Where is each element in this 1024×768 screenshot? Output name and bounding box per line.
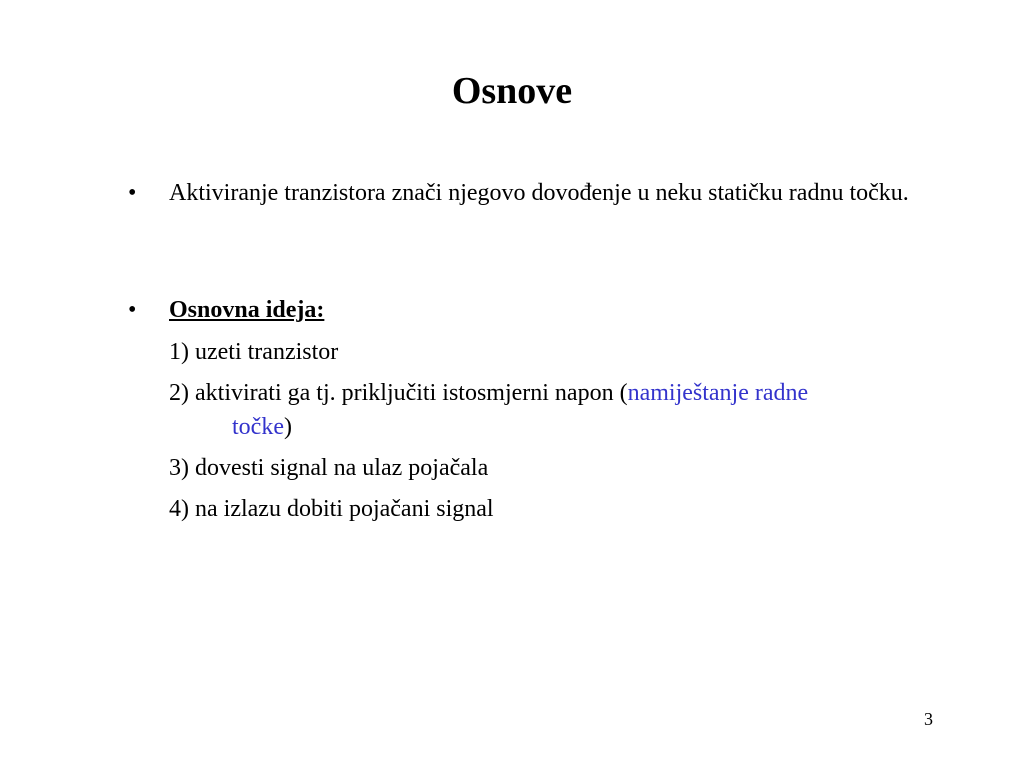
step-2 bbox=[169, 376, 808, 410]
step-2-highlight-a: namiještanje radne bbox=[627, 380, 809, 406]
step-4: 4) na izlazu dobiti pojačani signal bbox=[169, 496, 494, 522]
bullet-marker-1: • bbox=[128, 180, 137, 206]
slide-title: Osnove bbox=[451, 70, 573, 112]
osnovna-ideja-heading: Osnovna ideja: bbox=[169, 297, 325, 323]
bullet-marker-2: • bbox=[128, 297, 137, 323]
step-2-continuation bbox=[232, 410, 292, 444]
step-1: 1) uzeti tranzistor bbox=[169, 339, 339, 365]
bullet-heading-2 bbox=[169, 293, 324, 327]
step-3: 3) dovesti signal na ulaz pojačala bbox=[169, 455, 489, 481]
step-2-suffix: ) bbox=[283, 414, 292, 440]
step-2-highlight-b: točke bbox=[232, 414, 284, 440]
bullet-text-1: Aktiviranje tranzistora znači njegovo dovođenje u neku statičku radnu točku. bbox=[169, 180, 909, 206]
step-2-prefix: 2) aktivirati ga tj. priključiti istosmjerni napon ( bbox=[169, 380, 628, 406]
page-number: 3 bbox=[924, 709, 933, 729]
